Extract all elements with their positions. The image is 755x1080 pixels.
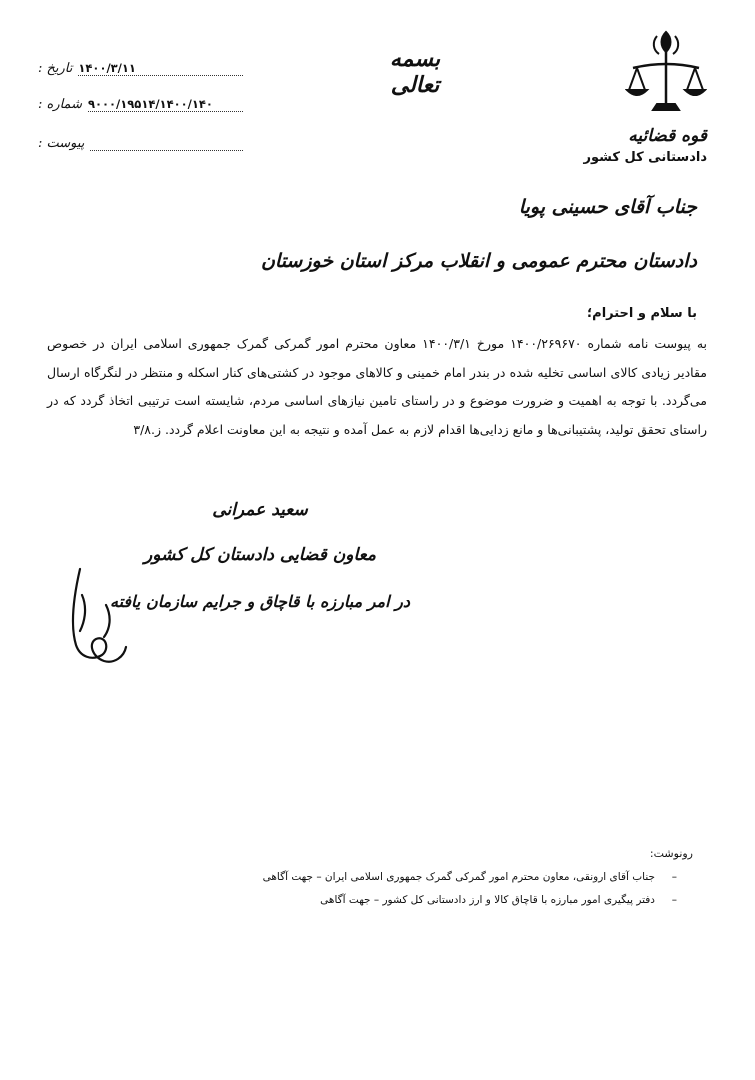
number-value: ۹۰۰۰/۱۹۵۱۴/۱۴۰۰/۱۴۰ [88,97,243,112]
signer-name: سعید عمرانی [212,500,308,520]
signer-title: معاون قضایی دادستان کل کشور [144,545,376,565]
copies-list [263,866,677,912]
date-value: ۱۴۰۰/۳/۱۱ [78,61,243,76]
handwritten-signature-icon [62,565,132,675]
copies-title: رونوشت: [649,847,693,860]
signer-subtitle: در امر مبارزه با قاچاق و جرایم سازمان یافته [110,592,410,611]
attachment-field [38,131,243,151]
date-label: تاریخ : [38,61,73,76]
attachment-value [90,136,243,151]
recipient-title: دادستان محترم عمومی و انقلاب مرکز استان خوزستان [260,250,697,272]
department-name: دادستانی کل کشور [583,150,707,165]
number-field [38,92,243,112]
number-label: شماره : [38,97,82,112]
copy-item: – دفتر پیگیری امور مبارزه با قاچاق کالا و ارز دادستانی کل کشور – جهت آگاهی [263,889,677,912]
copy-item: – جناب آقای ارونقی، معاون محترم امور گمرکی گمرک جمهوری اسلامی ایران – جهت آگاهی [263,866,677,889]
greeting: با سلام و احترام؛ [586,306,697,321]
organization-name: قوه قضائیه [628,126,707,146]
recipient-name: جناب آقای حسینی پویا [518,196,697,218]
letter-body: به پیوست نامه شماره ۱۴۰۰/۲۶۹۶۷۰ مورخ ۱۴۰۰/۳/۱ معاون محترم امور گمرکی گمرک جمهوری اسلامی ایران در خصوص مقادیر زیادی کالای اساسی تخلیه شده در بندر امام خمینی و کالاهای موجود در کشتی‌های کنار اسکله و منتظر در لنگرگاه ارسال می‌گردد. با توجه به اهمیت و ضرورت موضوع و در راستای تامین نیازهای اساسی مردم، شایسته است ترتیبی اتخاذ گردد که در راستای تحقق تولید، پشتیبانی‌ها و مانع زدایی‌ها اقدام لازم به عمل آمده و نتیجه به این معاونت اعلام گردد. ز.۳/۸ [47,336,707,437]
judiciary-emblem-icon [625,28,707,120]
invocation: بسمه تعالی [389,46,441,98]
date-field [38,56,243,76]
attachment-label: پیوست : [38,136,85,151]
